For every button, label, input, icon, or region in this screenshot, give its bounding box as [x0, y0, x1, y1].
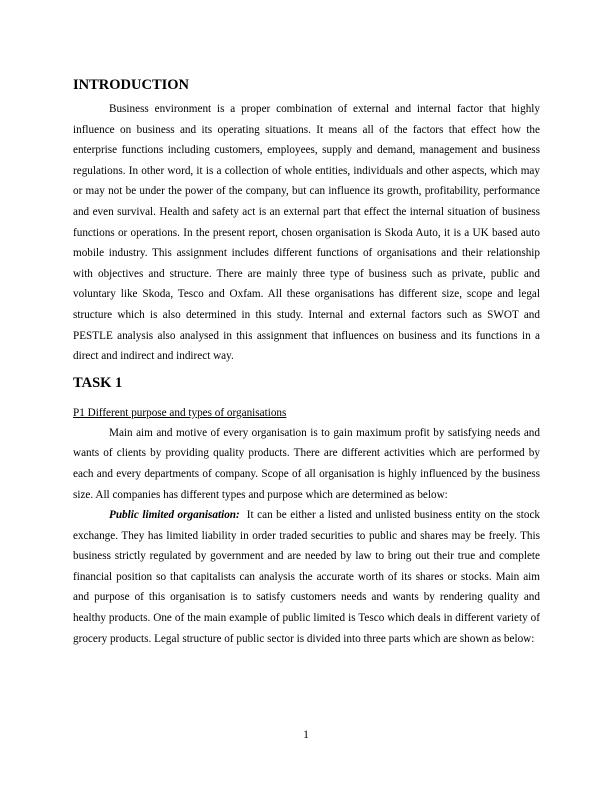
task1-heading: TASK 1 — [73, 374, 123, 391]
task1-subheading: P1 Different purpose and types of organisations — [73, 406, 287, 419]
introduction-heading: INTRODUCTION — [73, 77, 190, 93]
public-limited-label: Public limited organisation: — [109, 509, 240, 522]
public-limited-paragraph — [73, 505, 540, 649]
introduction-paragraph: Business environment is a proper combination of external and internal factor that highly influence on business and its operating situations. It means all of the factors that effect how the enterprise functions including customers, employees, supply and demand, management and business regulations. In other word, it is a collection of whole entities, individuals and other aspects, which may or may not be under the power of the company, but can influence its growth, profitability, performance and even survival. Health and safety act is an external part that effect the internal situation of business functions or operations. In the present report, chosen organisation is Skoda Auto, it is a UK based auto mobile industry. This assignment includes different functions of organisations and their relationship with objectives and structure. There are mainly three type of business such as private, public and voluntary like Skoda, Tesco and Oxfam. All these organisations has different size, scope and legal structure which is also determined in this study. Internal and external factors such as SWOT and PESTLE analysis also analysed in this assignment that influences on business and its functions in a direct and indirect and indirect way. — [73, 103, 540, 363]
document-page — [73, 75, 540, 649]
public-limited-text: It can be either a listed and unlisted business entity on the stock exchange. They has limited liability in order traded securities to public and shares may be freely. This business strictly regulated by government and are needed by law to bring out their true and complete financial position so that capitalists can analysis the accurate worth of its shares or stocks. Main aim and purpose of this organisation is to satisfy customers needs and wants by rendering quality and healthy products. One of the main example of public limited is Tesco which deals in different variety of grocery products. Legal structure of public sector is divided into three parts which are shown as below: — [73, 509, 541, 645]
task1-paragraph-1: Main aim and motive of every organisation is to gain maximum profit by satisfying needs and wants of clients by providing quality products. There are different activities which are performed by each and every departments of company. Scope of all organisation is highly influenced by the business size. All companies has different types and purpose which are determined as below: — [73, 426, 540, 501]
page-number: 1 — [303, 729, 309, 741]
